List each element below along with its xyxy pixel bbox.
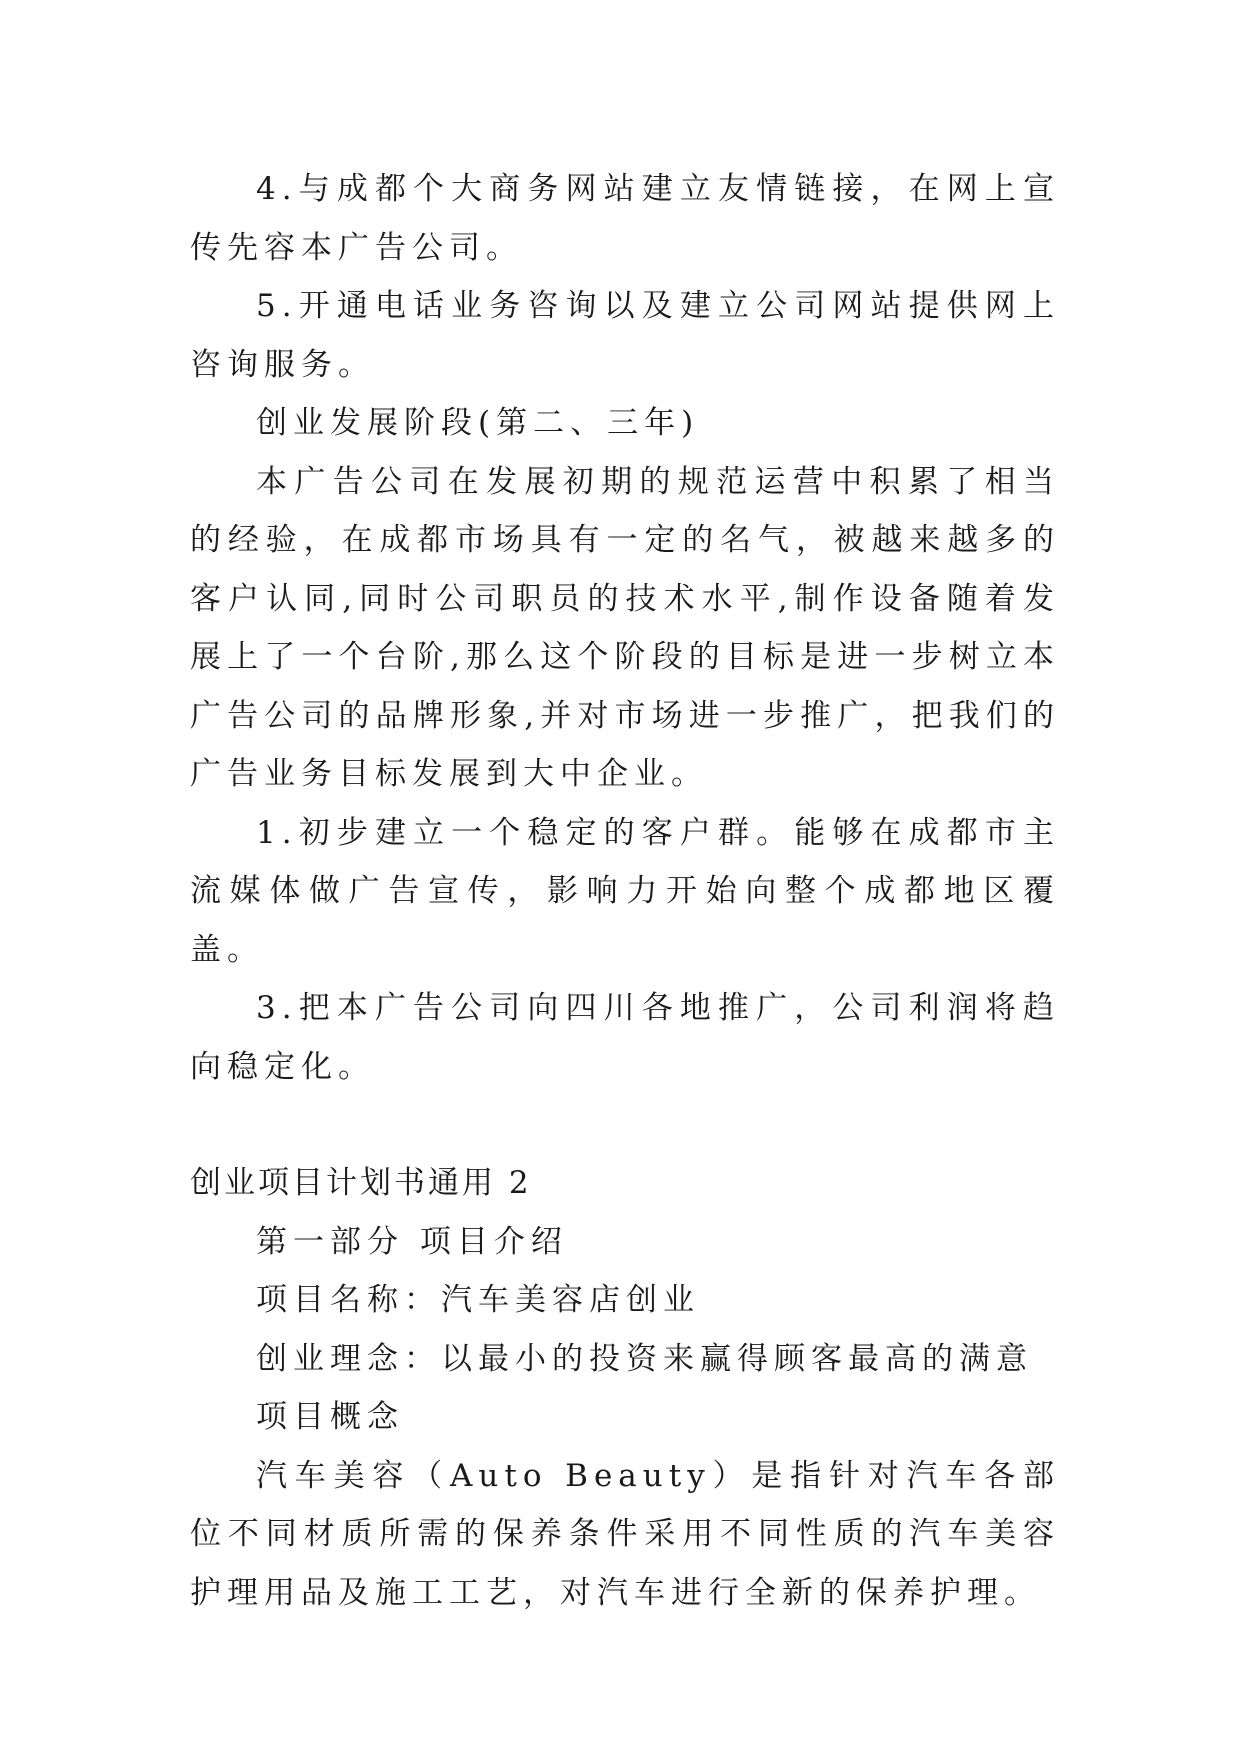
section-gap (190, 1096, 1060, 1154)
paragraph-business-idea: 创业理念：以最小的投资来赢得顾客最高的满意 (256, 1340, 1033, 1377)
document-body (190, 160, 1060, 1622)
paragraph-project-name: 项目名称：汽车美容店创业 (256, 1282, 700, 1318)
section-title: 创业项目计划书通用 2 (190, 1165, 532, 1201)
paragraph-customer-group: 1.初步建立一个稳定的客户群。能够在成都市主流媒体做广告宣传，影响力开始向整个成都地区覆盖。 (190, 814, 1060, 968)
paragraph-phone-consulting: 5.开通电话业务咨询以及建立公司网站提供网上咨询服务。 (190, 288, 1060, 383)
paragraph-stage-heading: 创业发展阶段(第二、三年) (256, 405, 700, 441)
paragraph-website-links: 4.与成都个大商务网站建立友情链接，在网上宣传先容本广告公司。 (190, 171, 1060, 266)
paragraph-stage-description: 本广告公司在发展初期的规范运营中积累了相当的经验，在成都市场具有一定的名气，被越来越多的客户认同,同时公司职员的技术水平,制作设备随着发展上了一个台阶,那么这个阶段的目标是进一步树立本广告公司的品牌形象,并对市场进一步推广，把我们的广告业务目标发展到大中企业。 (190, 463, 1060, 792)
paragraph-sichuan-promotion: 3.把本广告公司向四川各地推广，公司利润将趋向稳定化。 (190, 990, 1060, 1085)
paragraph-auto-beauty-definition: 汽车美容（Auto Beauty）是指针对汽车各部位不同材质所需的保养条件采用不同性质的汽车美容护理用品及施工工艺，对汽车进行全新的保养护理。 (190, 1457, 1060, 1611)
paragraph-concept-heading: 项目概念 (256, 1399, 404, 1435)
paragraph-part-one-heading: 第一部分 项目介绍 (256, 1223, 568, 1260)
